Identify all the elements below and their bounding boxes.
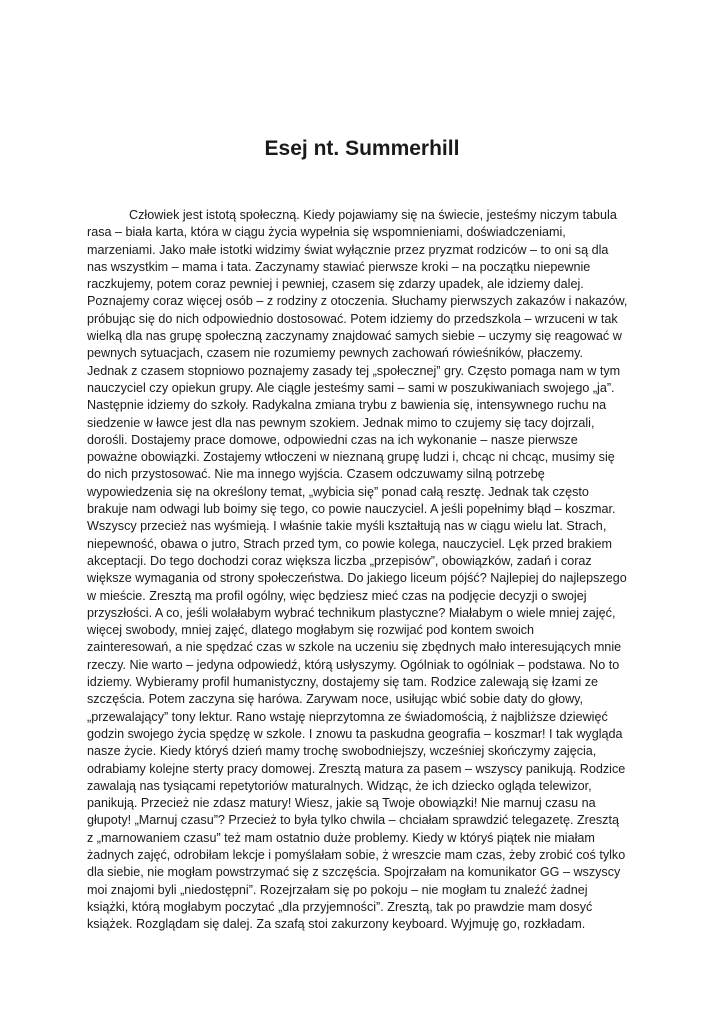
text-line: niepewność, obawa o jutro, Strach przed tym, co powie kolega, nauczyciel. Lęk przed brakiem — [87, 536, 613, 551]
text-line: brakuje nam odwagi lub boimy się tego, co powie nauczyciel. A jeśli popełnimy błąd – koszmar. — [87, 502, 616, 517]
text-line: Wszyscy przecież nas wyśmieją. I właśnie takie myśli kształtują nas w ciągu wielu lat. Strach, — [87, 519, 607, 534]
text-line: Następnie idziemy do szkoły. Radykalna zmiana trybu z bawienia się, intensywnego ruchu na — [87, 398, 607, 413]
text-line: książek. Rozglądam się dalej. Za szafą stoi zakurzony keyboard. Wyjmuję go, rozkładam. — [87, 917, 586, 932]
text-line: „przewalający” tony lektur. Rano wstaję nieprzytomna ze świadomością, ż najbliższe dziewięć — [87, 709, 608, 724]
text-line: marzeniami. Jako małe istotki widzimy świat wyłącznie przez pryzmat rodziców – to oni są dla — [87, 242, 609, 257]
text-line: dla siebie, nie mogłam powstrzymać się z szczęścia. Spojrzałam na komunikator GG – wszyscy — [87, 865, 621, 880]
text-line: do nich przystosować. Nie ma innego wyjścia. Czasem odczuwamy silną potrzebę — [87, 467, 545, 482]
text-line: raczkujemy, potem coraz pewniej i pewniej, czasem się zdarzy upadek, ale idziemy dalej. — [87, 277, 584, 292]
text-line: żadnych zajęć, odrobiłam lekcje i pomyślałam sobie, ż wreszcie mam czas, żeby zrobić coś tylko — [87, 847, 626, 862]
text-line: w mieście. Zresztą ma profil ogólny, więc będziesz mieć czas na podjęcie decyzji o swojej — [87, 588, 587, 603]
text-line: Człowiek jest istotą społeczną. Kiedy pojawiamy się na świecie, jesteśmy niczym tabula — [129, 208, 617, 222]
text-line: siedzenie w ławce jest dla nas pewnym szokiem. Jednak mimo to czujemy się tacy dojrzali, — [87, 415, 595, 430]
text-line: głupoty! „Marnuj czasu”? Przecież to była tylko chwila – chciałam sprawdzić telegazetę. Zresztą — [87, 813, 619, 828]
text-line: zainteresowań, a nie spędzać czas w szkole na uczeniu się zbędnych mało interesujących mnie — [87, 640, 622, 655]
text-line: nasze życie. Kiedy któryś dzień mamy trochę swobodniejszy, wcześniej skończymy zajęcia, — [87, 744, 597, 759]
text-line: książki, którą mogłabym poczytać „dla przyjemności”. Zresztą, tak po prawdzie mam dosyć — [87, 899, 593, 914]
text-line: rzeczy. Nie warto – jedyna odpowiedź, którą usłyszymy. Ogólniak to ogólniak – podstawa. No to — [87, 657, 620, 672]
text-line: panikują. Przecież nie zdasz matury! Wiesz, jakie są Twoje obowiązki! Nie marnuj czasu na — [87, 796, 596, 811]
text-line: nauczyciel czy opiekun grupy. Ale ciągle jesteśmy sami – sami w poszukiwaniach swojego „ja”. — [87, 380, 615, 395]
text-line: próbując się do nich odpowiednio dostosować. Potem idziemy do przedszkola – wrzuceni w tak — [87, 311, 618, 326]
text-line: moi znajomi byli „niedostępni”. Rozejrzałam się po pokoju – nie mogłam tu znaleźć żadnej — [87, 882, 588, 897]
text-line: przyszłości. A co, jeśli wolałabym wybrać technikum plastyczne? Miałabym o wiele mniej zajęć, — [87, 605, 616, 620]
text-line: wielką dla nas grupę społeczną zaczynamy znajdować samych siebie – uczymy się reagować w — [87, 329, 622, 344]
text-line: idziemy. Wybieramy profil humanistyczny, dostajemy się tam. Rodzice zalewają się łzami ze — [87, 675, 599, 690]
text-line: z „marnowaniem czasu” też mam ostatnio duże problemy. Kiedy w któryś piątek nie miałam — [87, 830, 595, 845]
text-line: więcej swobody, mniej zajęć, dlatego mogłabym się rozwijać pod kontem swoich — [87, 623, 535, 638]
text-line: szczęścia. Potem zaczyna się harówa. Zarywam noce, usiłując wbić sobie daty do głowy, — [87, 692, 584, 707]
text-line: odrabiamy kolejne sterty pracy domowej. Zresztą matura za pasem – wszyscy panikują. Rodzice — [87, 761, 626, 776]
text-line: Jednak z czasem stopniowo poznajemy zasady tej „społecznej” gry. Często pomaga nam w tym — [87, 363, 621, 378]
text-line: dorośli. Dostajemy prace domowe, odpowiedni czas na ich wykonanie – nasze pierwsze — [87, 432, 578, 447]
text-line: pewnych sytuacjach, czasem nie rozumiemy pewnych zachowań rówieśników, płaczemy. — [87, 346, 584, 361]
text-line: Poznajemy coraz więcej osób – z rodziny z otoczenia. Słuchamy pierwszych zakazów i nakazów, — [87, 294, 628, 309]
text-line: rasa – biała karta, która w ciągu życia wypełnia się wspomnieniami, doświadczeniami, — [87, 225, 566, 240]
text-line: wypowiedzenia się na określony temat, „wybicia się” ponad całą resztę. Jednak tak często — [87, 484, 589, 499]
text-line: większe wymagania od strony społeczeństwa. Do jakiego liceum pójść? Najlepiej do najlepszego — [87, 571, 627, 586]
essay-paragraph — [87, 207, 639, 933]
text-line: godzin swojego życia spędzę w szkole. I znowu ta paskudna geografia – koszmar! I tak wygląda — [87, 726, 623, 741]
document-title: Esej nt. Summerhill — [264, 137, 460, 160]
text-line: poważne obowiązki. Zostajemy wtłoczeni w nieznaną grupę ludzi i, chcąc ni chcąc, musimy się — [87, 450, 615, 465]
text-line: akceptacji. Do tego dochodzi coraz większa liczba „przepisów”, obowiązków, zadań i coraz — [87, 553, 592, 568]
text-line: zawalają nas tysiącami repetytoriów maturalnych. Widząc, że ich dziecko ogląda telewizor, — [87, 778, 592, 793]
text-line: nas wszystkim – mama i tata. Zaczynamy stawiać pierwsze kroki – na początku niepewnie — [87, 259, 591, 274]
